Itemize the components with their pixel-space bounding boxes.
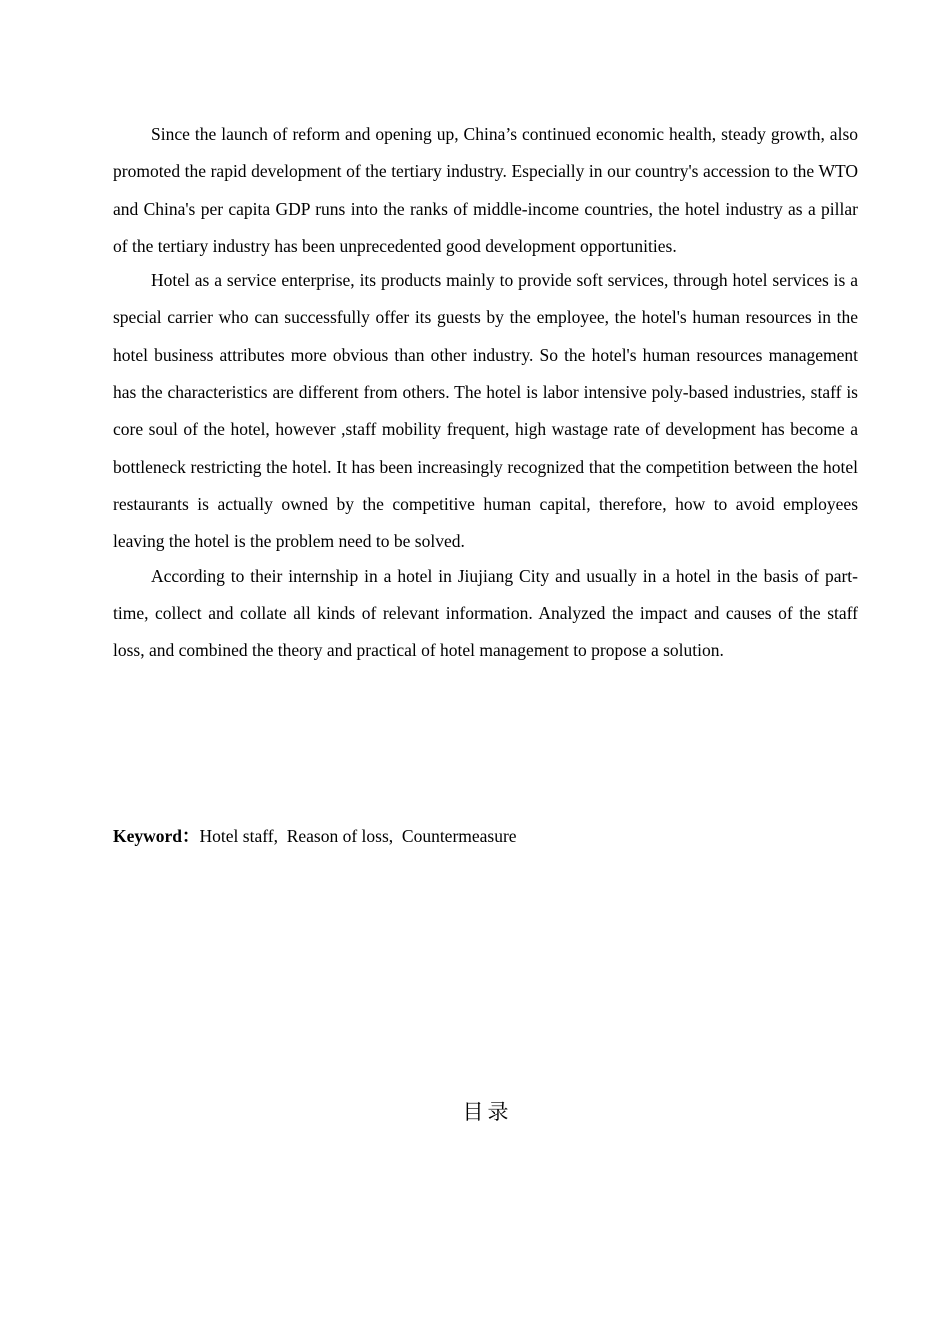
abstract-paragraph-3: According to their internship in a hotel in Jiujiang City and usually in a hotel in the basis of part-time, collect and collate all kinds of relevant information. Analyzed the impact and causes of the staff loss, and combined the theory and practical of hotel management to propose a solution.	[113, 565, 858, 661]
keywords-label: Keyword：	[113, 826, 200, 846]
abstract-body	[113, 116, 858, 669]
abstract-paragraph-1: Since the launch of reform and opening up, China’s continued economic health, steady growth, also promoted the rapid development of the tertiary industry. Especially in our country's accession to the WTO and China's per capita GDP runs into the ranks of middle-income countries, the hotel industry as a pillar of the tertiary industry has been unprecedented good development opportunities.	[113, 124, 858, 256]
toc-heading: 目录	[462, 1100, 513, 1124]
keywords-line	[113, 820, 858, 852]
abstract-paragraph-2: Hotel as a service enterprise, its products mainly to provide soft services, through hotel services is a special carrier who can successfully offer its guests by the employee, the hotel's human resources in the hotel business attributes more obvious than other industry. So the hotel's human resources management has the characteristics are different from others. The hotel is labor intensive poly-based industries, staff is core soul of the hotel, however ,staff mobility frequent, high wastage rate of development has become a bottleneck restricting the hotel. It has been increasingly recognized that the competition between the hotel restaurants is actually owned by the competitive human capital, therefore, how to avoid employees leaving the hotel is the problem need to be solved.	[113, 270, 858, 552]
keywords-text: Hotel staff, Reason of loss, Countermeasure	[199, 826, 517, 846]
